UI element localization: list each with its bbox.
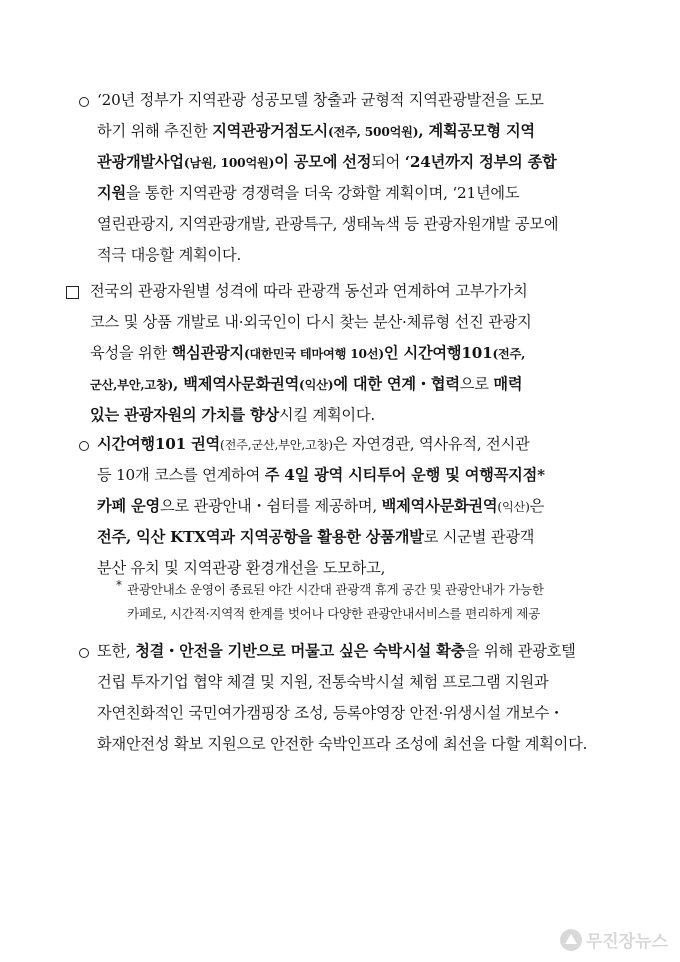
text-bold: 핵심관광지 (171, 344, 244, 362)
text-bold: 관광개발사업 (97, 153, 184, 171)
text-bold: 지원 (97, 184, 126, 202)
p1-line-4 (97, 184, 519, 203)
text-bold: 카페 운영 (97, 497, 160, 515)
p3-line-1 (97, 435, 530, 455)
p4-line-2: 건립 투자기업 협약 체결 및 지원, 전통숙박시설 체험 프로그램 지원과 (97, 673, 549, 691)
p3-line-4 (97, 528, 534, 547)
p3-line-2 (97, 466, 545, 485)
p2-line-3 (90, 344, 525, 364)
text-bold-small: 군산,부안,고창) (90, 378, 174, 392)
circle-bullet-icon (79, 97, 89, 107)
text-bold: , 계획공모형 지역 (418, 122, 535, 140)
text: 시킬 계획이다. (278, 406, 376, 424)
p2-line-1: 전국의 관광자원별 성격에 따라 관광객 동선과 연계하여 고부가가치 (90, 282, 528, 300)
p2-line-4 (90, 375, 522, 395)
text: 또한, (97, 642, 136, 660)
text-small: (전주,군산,부안,고창) (220, 438, 333, 452)
text-bold: 지역관광거점도시 (212, 122, 328, 140)
p3-line-5: 분산 유치 및 지역관광 환경개선을 도모하고, (97, 559, 386, 577)
p1-line-5: 열린관광지, 지역관광개발, 관광특구, 생태녹색 등 관광자원개발 공모에 (97, 215, 559, 233)
circle-bullet-icon (79, 648, 89, 658)
text: 등 10개 코스를 연계하여 (97, 466, 265, 484)
text: 되어 (371, 153, 405, 171)
p1-line-3 (97, 153, 557, 173)
text-bold-small: (대한민국 테마여행 10선) (243, 347, 384, 361)
watermark-text: 무진장뉴스 (585, 932, 668, 952)
p1-line-2 (97, 122, 535, 142)
text: 하기 위해 추진한 (97, 122, 213, 140)
text-bold: , 백제역사문화권역 (173, 375, 300, 393)
text-bold-small: (남원, 100억원) (183, 156, 275, 170)
text: 로 시군별 관광객 (423, 528, 535, 546)
footnote-line-2: 카페로, 시간적·지역적 한계를 벗어나 다양한 관광안내서비스를 편리하게 제공 (127, 606, 541, 621)
p4-line-1 (97, 642, 576, 661)
text-bold: 시간여행101 권역 (97, 435, 221, 453)
text-bold: 에 대한 연계・협력 (333, 375, 460, 393)
text: 을 위해 관광호텔 (465, 642, 576, 660)
text: 육성을 위한 (90, 344, 172, 362)
text: 은 자연경관, 역사유적, 전시관 (332, 435, 530, 453)
text-bold: 백제역사문화권역 (381, 497, 498, 515)
text-bold-small: (전주, 500억원) (327, 125, 419, 139)
p4-line-4: 화재안전성 확보 지원으로 안전한 숙박인프라 조성에 최선을 다할 계획이다. (97, 735, 588, 753)
text-bold: 전주, 익산 KTX역과 지역공항을 활용한 상품개발 (97, 528, 424, 546)
text-bold: 주 4일 광역 시티투어 운행 및 여행꼭지점* (264, 466, 545, 484)
text: 으로 관광안내・쉼터를 제공하며, (159, 497, 382, 515)
text: 을 통한 지역관광 경쟁력을 더욱 강화할 계획이며, ‘21년에도 (125, 184, 520, 202)
text-bold: 있는 관광자원의 가치를 향상 (90, 406, 279, 424)
text-bold: 청결・안전을 기반으로 머물고 싶은 숙박시설 확충 (135, 642, 466, 660)
watermark (560, 927, 668, 952)
p2-line-5 (90, 406, 375, 425)
text-bold: 매력 (493, 375, 523, 393)
text-bold: ‘24년까지 정부의 종합 (404, 153, 557, 171)
text-bold: 인 시간여행101 (383, 344, 493, 362)
square-bullet-icon (66, 286, 79, 299)
text-bold-small: (익산) (299, 378, 334, 392)
text-bold-small: (전주, (492, 347, 526, 361)
circle-bullet-icon (79, 441, 89, 451)
text: 은 (529, 497, 545, 515)
p1-line-1: ‘20년 정부가 지역관광 성공모델 창출과 균형적 지역관광발전을 도모 (97, 91, 544, 109)
text-bold: 이 공모에 선정 (274, 153, 372, 171)
footnote-line-1: 관광안내소 운영이 종료된 야간 시간대 관광객 휴게 공간 및 관광안내가 가능한 (127, 582, 544, 597)
p3-line-3 (97, 497, 544, 517)
p2-line-2: 코스 및 상품 개발로 내·외국인이 다시 찾는 분산·체류형 선진 관광지 (90, 313, 532, 331)
text-small: (익산) (497, 500, 530, 514)
p4-line-3: 자연친화적인 국민여가캠핑장 조성, 등록야영장 안전·위생시설 개보수・ (97, 704, 565, 722)
watermark-logo-icon (560, 929, 582, 951)
text: 으로 (459, 375, 494, 393)
p1-line-6: 적극 대응할 계획이다. (97, 246, 242, 264)
footnote-mark: * (116, 578, 122, 592)
